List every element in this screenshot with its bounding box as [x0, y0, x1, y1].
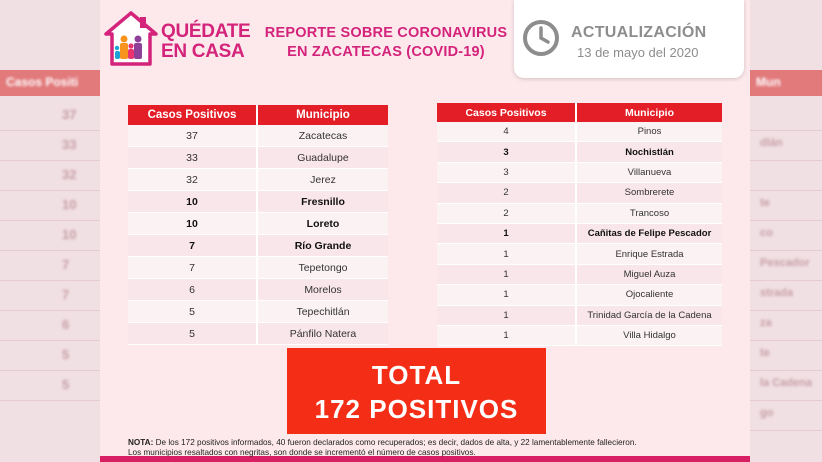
background-row-text: strada: [760, 287, 794, 299]
clock-icon: [521, 18, 561, 58]
cases-cell: 2: [437, 183, 577, 203]
background-header: [0, 70, 100, 96]
municipality-cell: Pinos: [577, 122, 722, 142]
update-box: [514, 0, 744, 78]
background-header-text: Mun: [756, 75, 781, 89]
footnote: [128, 438, 738, 458]
municipality-cell: Sombrerete: [577, 183, 722, 203]
background-row-text: 5: [62, 377, 70, 392]
municipality-cell: Pánfilo Natera: [258, 323, 388, 345]
total-value: 172 POSITIVOS: [314, 394, 519, 424]
background-right-strip: [750, 0, 822, 462]
table-row: [437, 306, 722, 326]
background-row-text: 7: [62, 257, 70, 272]
cases-cell: 10: [128, 191, 258, 213]
background-row-text: 32: [62, 167, 77, 182]
brand-line1: QUÉDATE: [161, 21, 251, 42]
municipality-cell: Morelos: [258, 279, 388, 301]
cases-cell: 3: [437, 163, 577, 183]
note-text-2: Los municipios resaltados con negritas, son donde se incrementó el número de casos positivos.: [128, 448, 476, 457]
municipality-cell: Villanueva: [577, 163, 722, 183]
background-row: [0, 310, 100, 341]
table-row: [437, 204, 722, 224]
report-title: [262, 24, 510, 62]
municipality-cell: Guadalupe: [258, 147, 388, 169]
municipality-cell: Trinidad García de la Cadena: [577, 306, 722, 326]
cases-table-right: [437, 103, 722, 346]
report-line1: REPORTE SOBRE CORONAVIRUS: [264, 25, 508, 41]
background-row: [750, 100, 822, 131]
cases-cell: 1: [437, 306, 577, 326]
background-header: [750, 70, 822, 96]
table-row: [128, 257, 388, 279]
cases-cell: 3: [437, 142, 577, 162]
background-row: [750, 190, 822, 221]
cases-cell: 1: [437, 265, 577, 285]
municipality-cell: Tepechitlán: [258, 301, 388, 323]
municipality-cell: Loreto: [258, 213, 388, 235]
municipality-cell: Villa Hidalgo: [577, 326, 722, 346]
cases-cell: 4: [437, 122, 577, 142]
background-left-strip: [0, 0, 100, 462]
background-row-text: 33: [62, 137, 77, 152]
table-row: [437, 163, 722, 183]
table-row: [128, 323, 388, 345]
background-row-text: co: [760, 227, 773, 239]
municipality-cell: Miguel Auza: [577, 265, 722, 285]
cases-cell: 32: [128, 169, 258, 191]
municipality-cell: Jerez: [258, 169, 388, 191]
municipality-cell: Tepetongo: [258, 257, 388, 279]
background-row: [750, 220, 822, 251]
background-row-text: 5: [62, 347, 70, 362]
background-row: [0, 280, 100, 311]
cases-cell: 1: [437, 244, 577, 264]
cases-cell: 33: [128, 147, 258, 169]
column-header-municipality: Municipio: [577, 103, 722, 122]
background-row: [750, 340, 822, 371]
cases-cell: 5: [128, 301, 258, 323]
municipality-cell: Trancoso: [577, 204, 722, 224]
table-row: [128, 301, 388, 323]
municipality-cell: Enrique Estrada: [577, 244, 722, 264]
table-row: [128, 279, 388, 301]
background-row: [0, 250, 100, 281]
background-row: [750, 130, 822, 161]
background-row-text: la Cadena: [760, 377, 812, 389]
background-row-text: 6: [62, 317, 70, 332]
update-date: 13 de mayo del 2020: [577, 45, 699, 60]
cases-cell: 6: [128, 279, 258, 301]
municipality-cell: Zacatecas: [258, 125, 388, 147]
table-row: [437, 244, 722, 264]
total-label: TOTAL: [371, 360, 462, 390]
background-row: [0, 160, 100, 191]
table-row: [437, 265, 722, 285]
background-row: [0, 130, 100, 161]
brand-line2: EN CASA: [161, 41, 245, 62]
table-row: [128, 125, 388, 147]
table-row: [128, 235, 388, 257]
brand-title: [161, 22, 250, 62]
table-row: [128, 191, 388, 213]
background-row: [0, 340, 100, 371]
cases-cell: 7: [128, 257, 258, 279]
background-row: [0, 370, 100, 401]
background-row: [750, 250, 822, 281]
table-row: [437, 122, 722, 142]
cases-table-left: [128, 105, 388, 345]
municipality-cell: Nochistlán: [577, 142, 722, 162]
municipality-cell: Fresnillo: [258, 191, 388, 213]
cases-cell: 7: [128, 235, 258, 257]
cases-cell: 5: [128, 323, 258, 345]
table-row: [437, 326, 722, 346]
background-row: [0, 100, 100, 131]
note-label: NOTA:: [128, 438, 154, 447]
column-header-municipality: Municipio: [258, 105, 388, 125]
background-row: [750, 280, 822, 311]
cases-cell: 10: [128, 213, 258, 235]
background-row-text: Pescador: [760, 257, 810, 269]
cases-cell: 2: [437, 204, 577, 224]
background-row-text: te: [760, 347, 770, 359]
background-row: [750, 310, 822, 341]
total-box: [287, 348, 546, 434]
table-row: [437, 224, 722, 244]
background-row: [750, 370, 822, 401]
cases-cell: 1: [437, 224, 577, 244]
background-row: [750, 160, 822, 191]
update-title: ACTUALIZACIÓN: [571, 24, 707, 41]
background-header-text: Casos Positi: [6, 75, 79, 89]
note-text-1: De los 172 positivos informados, 40 fueron declarados como recuperados; es decir, dados de alta, y 22 lamentablemente fallecieron.: [153, 438, 637, 447]
column-header-cases: Casos Positivos: [128, 105, 258, 125]
background-row-text: dlán: [760, 137, 783, 149]
house-family-icon: [104, 10, 158, 66]
background-row: [750, 400, 822, 431]
cases-cell: 1: [437, 285, 577, 305]
background-row-text: za: [760, 317, 772, 329]
report-line2: EN ZACATECAS (COVID-19): [287, 44, 485, 60]
column-header-cases: Casos Positivos: [437, 103, 577, 122]
background-row-text: 7: [62, 287, 70, 302]
background-row-text: go: [760, 407, 774, 419]
background-row: [0, 220, 100, 251]
table-row: [128, 147, 388, 169]
table-row: [437, 285, 722, 305]
cases-cell: 1: [437, 326, 577, 346]
background-row-text: te: [760, 197, 770, 209]
background-row-text: 10: [62, 197, 77, 212]
municipality-cell: Ojocaliente: [577, 285, 722, 305]
table-row: [128, 169, 388, 191]
background-row-text: 10: [62, 227, 77, 242]
background-row: [0, 190, 100, 221]
table-row: [437, 142, 722, 162]
table-row: [128, 213, 388, 235]
cases-cell: 37: [128, 125, 258, 147]
municipality-cell: Río Grande: [258, 235, 388, 257]
background-row-text: 37: [62, 107, 77, 122]
table-row: [437, 183, 722, 203]
municipality-cell: Cañitas de Felipe Pescador: [577, 224, 722, 244]
